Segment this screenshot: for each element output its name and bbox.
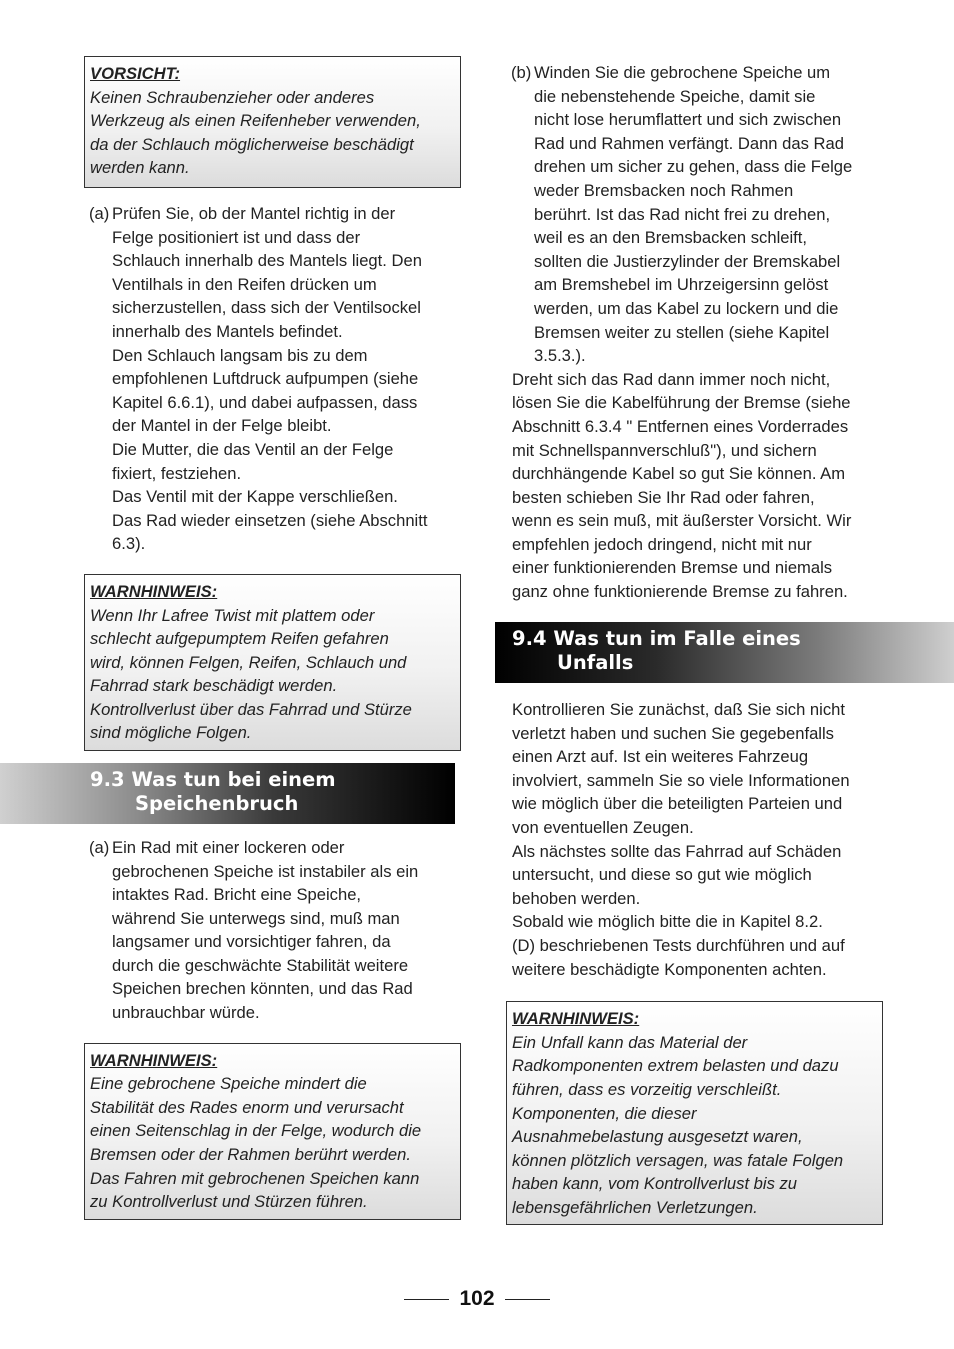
step-label: (a) [89,204,110,223]
text-line: (D) beschriebenen Tests durchführen und auf [512,935,845,955]
text-line: lösen Sie die Kabelführung der Bremse (siehe [512,393,851,413]
text-line: schlecht aufgepumptem Reifen gefahren [90,629,389,649]
warning-text [90,604,452,746]
text-line: Das Ventil mit der Kappe verschließen. [112,487,398,507]
step-label: (b) [511,63,532,82]
text-line: berührt. Ist das Rad nicht frei zu drehen, [534,204,831,224]
section-title-line2: Unfalls [557,650,634,674]
text-line: Ventilhals in den Reifen drücken um [112,274,377,294]
page-number-rule-right [505,1299,550,1300]
text-line: Sobald wie möglich bitte die in Kapitel 8.2. [512,912,823,932]
text-line: weder Bremsbacken noch Rahmen [534,180,794,200]
text-line: gebrochenen Speiche ist instabiler als ein [112,861,419,881]
text-line: verletzt haben und suchen Sie gegebenfalls [512,723,834,743]
text-line: sollten die Justierzylinder der Bremskabel [534,251,841,271]
text-line: intaktes Rad. Bricht eine Speiche, [112,885,362,905]
text-line: während Sie unterwegs sind, muß man [112,908,400,928]
text-line: zu Kontrollverlust und Stürzen führen. [90,1192,368,1212]
page-number [0,1285,954,1313]
right-column [495,56,885,604]
text-line: durch die geschwächte Stabilität weitere [112,955,409,975]
caution-text [90,86,452,180]
text-line: werden kann. [90,158,190,178]
text-line: führen, dass es vorzeitig verschleißt. [512,1079,782,1099]
text-line: von eventuellen Zeugen. [512,817,694,837]
section-title-line2: Speichenbruch [135,791,299,815]
text-line: empfehlen jedoch dringend, nicht mit nur [512,534,812,554]
brake-paragraph [495,368,885,604]
caution-title: VORSICHT: [90,64,181,83]
step-label: (a) [89,837,110,857]
step-a-spoke [84,836,462,1025]
text-line: Eine gebrochene Speiche mindert die [90,1074,367,1094]
text-line: ganz ohne funktionierende Bremse zu fahren. [512,582,848,602]
text-line: Werkzeug als einen Reifenheber verwenden, [90,111,421,131]
step-text [112,836,462,1025]
accident-paragraph [495,698,895,981]
text-line: wie möglich über die beteiligten Parteien und [512,794,843,814]
text-line: Winden Sie die gebrochene Speiche um [534,63,831,82]
warning-title: WARNHINWEIS: [90,581,218,601]
text-line: sicherzustellen, dass sich der Ventilsockel [112,298,421,318]
warning-text [90,1072,452,1214]
text-line: werden, um das Kabel zu lockern und die [534,298,839,318]
text-line: weitere beschädigte Komponenten achten. [512,959,827,979]
text-line: untersucht, und diese so gut wie möglich [512,865,812,885]
warning-box-flat-tire [84,574,461,751]
text-line: Rad und Rahmen verfängt. Dann das Rad [534,133,844,153]
text-line: wird, können Felgen, Reifen, Schlauch und [90,652,407,672]
text-line: 3.5.3.). [534,346,586,366]
text-line: nicht lose herumflattert und sich zwischen [534,110,842,130]
text-line: Kontrollverlust über das Fahrrad und Stürze [90,699,412,719]
text-line: Schlauch innerhalb des Mantels liegt. Den [112,251,422,271]
text-line: mit Schnellspannverschluß"), und sichern [512,440,817,460]
text-line: involviert, sammeln Sie so viele Informationen [512,770,850,790]
section-number: 9.3 [90,768,125,791]
text-line: Das Rad wieder einsetzen (siehe Abschnitt [112,510,428,530]
text-line: behoben werden. [512,888,641,908]
page-number-rule-left [404,1299,449,1300]
text-line: haben kann, vom Kontrollverlust bis zu [512,1174,798,1194]
section-number: 9.4 [512,627,547,650]
text-line: einen Arzt auf. Ist ein weiteres Fahrzeug [512,747,809,767]
warning-box-accident [506,1001,883,1225]
text-line: sind mögliche Folgen. [90,723,252,743]
text-line: Speichen brechen könnten, und das Rad [112,979,413,999]
warning-text [512,1031,874,1220]
text-line: Komponenten, die dieser [512,1103,697,1123]
text-line: Ein Rad mit einer lockeren oder [112,837,345,857]
text-line: wenn es sein muß, mit äußerster Vorsicht. Wir [512,511,852,531]
text-line: langsamer und vorsichtiger fahren, da [112,932,391,952]
text-line: fixiert, festziehen. [112,463,242,483]
text-line: einer funktionierenden Bremse und niemals [512,558,833,578]
text-line: 6.3). [112,534,146,554]
text-line: Kontrollieren Sie zunächst, daß Sie sich nicht [512,700,845,719]
text-line: empfohlenen Luftdruck aufpumpen (siehe [112,369,419,389]
text-line: Fahrrad stark beschädigt werden. [90,676,338,696]
step-b-spoke [495,61,885,368]
text-line: lebensgefährlichen Verletzungen. [512,1197,758,1217]
text-line: am Bremshebel im Uhrzeigersinn gelöst [534,275,829,295]
text-line: Abschnitt 6.3.4 " Entfernen eines Vorderrades [512,416,849,436]
warning-title: WARNHINWEIS: [512,1009,640,1029]
text-line: Als nächstes sollte das Fahrrad auf Schäden [512,841,842,861]
text-line: Felge positioniert ist und dass der [112,227,361,247]
text-line: Bremsen oder der Rahmen berührt werden. [90,1145,411,1165]
section-title-line1: Was tun bei einem [131,768,336,791]
text-line: da der Schlauch möglicherweise beschädigt [90,134,414,154]
text-line: die nebenstehende Speiche, damit sie [534,86,816,106]
text-line: Radkomponenten extrem belasten und dazu [512,1056,839,1076]
caution-box [84,56,461,188]
text-line: der Mantel in der Felge bleibt. [112,416,332,436]
text-line: Ein Unfall kann das Material der [512,1032,748,1052]
section-heading-9-4 [495,622,954,683]
warning-box-broken-spoke [84,1043,461,1220]
text-line: unbrauchbar würde. [112,1003,260,1023]
text-line: Prüfen Sie, ob der Mantel richtig in der [112,204,396,223]
text-line: Das Fahren mit gebrochenen Speichen kann [90,1168,420,1188]
text-line: Wenn Ihr Lafree Twist mit plattem oder [90,605,375,625]
page-number-value: 102 [459,1287,495,1310]
text-line: Keinen Schraubenzieher oder anderes [90,87,375,107]
text-line: einen Seitenschlag in der Felge, wodurch die [90,1121,422,1141]
right-column-lower [495,698,895,1225]
text-line: innerhalb des Mantels befindet. [112,321,343,341]
step-text [534,61,885,368]
text-line: Dreht sich das Rad dann immer noch nicht, [512,369,831,389]
text-line: Kapitel 6.6.1), und dabei aufpassen, dass [112,392,418,412]
text-line: besten schieben Sie Ihr Rad oder fahren, [512,487,815,507]
text-line: Bremsen weiter zu stellen (siehe Kapitel [534,322,830,342]
text-line: weil es an den Bremsbacken schleift, [534,228,808,248]
left-column [84,56,462,1220]
step-a-tire [84,202,462,556]
text-line: drehen um sicher zu gehen, dass die Felge [534,157,853,177]
text-line: Ausnahmebelastung ausgesetzt waren, [512,1127,803,1147]
text-line: Stabilität des Rades enorm und verursacht [90,1097,404,1117]
text-line: Die Mutter, die das Ventil an der Felge [112,439,394,459]
step-text [112,202,462,556]
text-line: durchhängende Kabel so gut Sie können. Am [512,464,846,484]
text-line: Den Schlauch langsam bis zu dem [112,345,368,365]
warning-title: WARNHINWEIS: [90,1050,218,1070]
text-line: können plötzlich versagen, was fatale Folgen [512,1150,844,1170]
section-heading-9-3 [0,763,455,824]
section-title-line1: Was tun im Falle eines [553,627,801,650]
